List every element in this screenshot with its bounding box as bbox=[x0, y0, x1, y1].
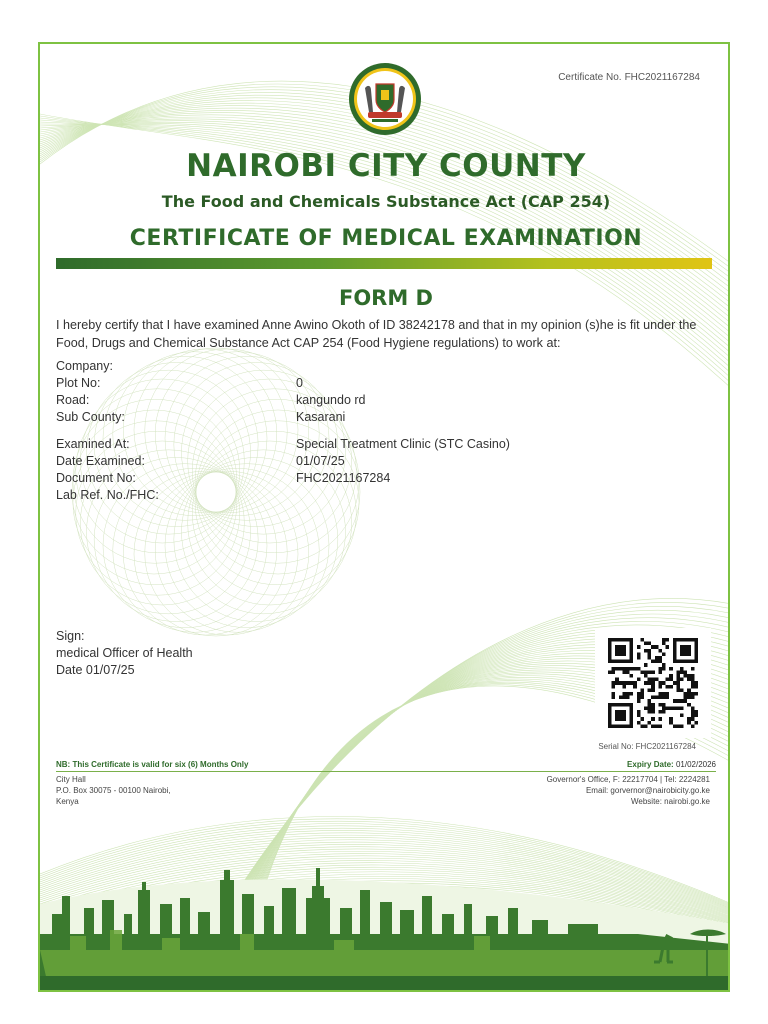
city-skyline-illustration bbox=[40, 864, 730, 992]
certificate bbox=[38, 42, 730, 992]
expiry-label: Expiry Date: bbox=[627, 760, 674, 769]
certificate-number-label: Certificate No. bbox=[558, 72, 622, 83]
contact-line: Email: gorvernor@nairobicity.go.ke bbox=[585, 786, 710, 795]
background-guilloche bbox=[40, 44, 730, 992]
field-value: kangundo rd bbox=[296, 393, 366, 407]
field-value: Special Treatment Clinic (STC Casino) bbox=[296, 437, 510, 451]
signature-block bbox=[56, 628, 193, 679]
field-value: FHC2021167284 bbox=[296, 471, 391, 485]
field-label: Date Examined: bbox=[56, 454, 145, 468]
form-label: FORM D bbox=[338, 286, 433, 310]
sign-date: Date 01/07/25 bbox=[56, 663, 135, 677]
expiry-value: 01/02/2026 bbox=[675, 760, 716, 769]
address-line: Kenya bbox=[56, 797, 79, 806]
address-right bbox=[547, 774, 710, 807]
validity-row bbox=[56, 760, 716, 772]
gradient-divider bbox=[56, 258, 712, 269]
certificate-title: CERTIFICATE OF MEDICAL EXAMINATION bbox=[129, 226, 643, 251]
field-value: 01/07/25 bbox=[296, 454, 345, 468]
certificate-number-value: FHC2021167284 bbox=[624, 72, 700, 83]
field-value: Kasarani bbox=[296, 410, 346, 424]
nairobi-coat-of-arms-icon bbox=[348, 62, 422, 136]
certificate-number-top bbox=[555, 72, 700, 83]
field-label: Company: bbox=[56, 359, 113, 373]
address-line: City Hall bbox=[56, 775, 86, 784]
officer-title: medical Officer of Health bbox=[56, 646, 193, 660]
field-label: Document No: bbox=[56, 471, 136, 485]
contact-line: Website: nairobi.go.ke bbox=[630, 797, 710, 806]
qr-code-icon bbox=[608, 638, 698, 728]
expiry-date bbox=[627, 760, 716, 769]
field-label: Plot No: bbox=[56, 376, 101, 390]
certification-statement: I hereby certify that I have examined Anne Awino Okoth of ID 38242178 and that in my opinion (s)he is fit under the Food, Drugs and Chemical Substance Act CAP 254 (Food Hygiene regulations) to work at: bbox=[56, 318, 697, 350]
serial-number: Serial No: FHC2021167284 bbox=[598, 742, 696, 751]
act-subtitle: The Food and Chemicals Substance Act (CAP 254) bbox=[161, 192, 611, 211]
field-value: 0 bbox=[296, 376, 303, 390]
contact-line: Governor's Office, F: 22217704 | Tel: 2224281 bbox=[546, 775, 710, 784]
field-label: Road: bbox=[56, 393, 90, 407]
field-label: Lab Ref. No./FHC: bbox=[56, 488, 159, 502]
field-label: Sub County: bbox=[56, 410, 125, 424]
qr-code bbox=[595, 628, 711, 738]
page-title: NAIROBI CITY COUNTY bbox=[186, 148, 586, 184]
sign-label: Sign: bbox=[56, 629, 85, 643]
address-left bbox=[56, 774, 171, 807]
address-line: P.O. Box 30075 - 00100 Nairobi, bbox=[56, 786, 171, 795]
validity-note: NB: This Certificate is valid for six (6) Months Only bbox=[56, 760, 249, 769]
field-label: Examined At: bbox=[56, 437, 130, 451]
